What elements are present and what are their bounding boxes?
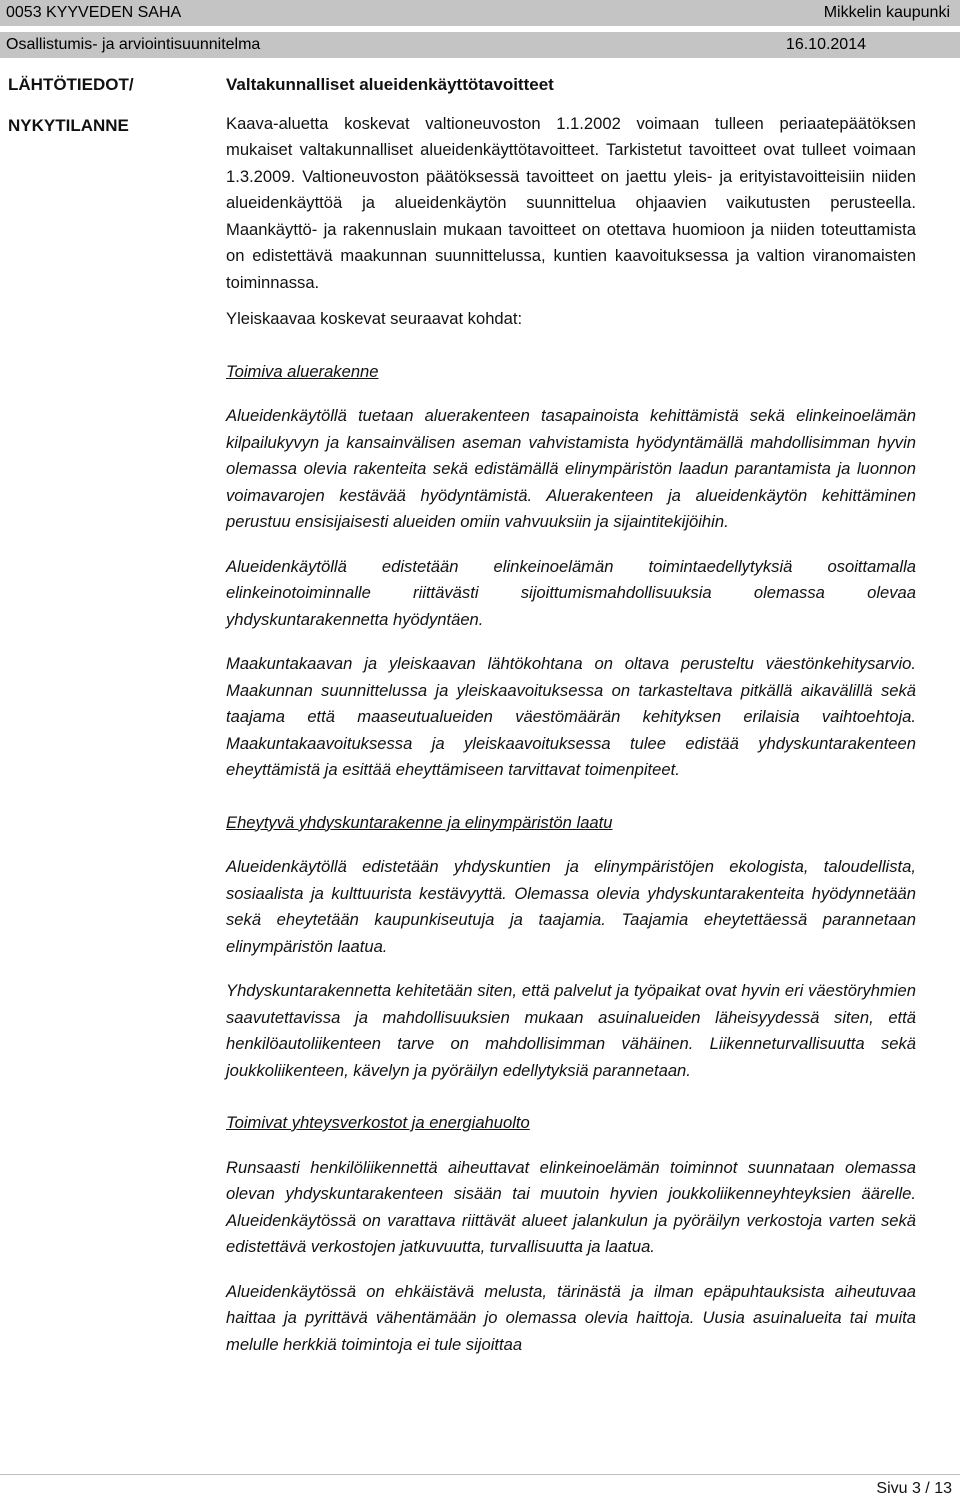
main-content [226,72,916,1358]
section-heading: Valtakunnalliset alueidenkäyttötavoitteet [226,75,554,94]
subsection-title-toimiva-aluerakenne: Toimiva aluerakenne [226,361,379,381]
document-date: 16.10.2014 [785,36,866,53]
page-header [0,0,960,60]
sidebar-label-lahtotiedot: LÄHTÖTIEDOT/ [8,75,134,94]
project-name: 0053 KYYVEDEN SAHA [6,4,182,21]
subsection-title-eheytyva: Eheytyvä yhdyskuntarakenne ja elinympäristön laatu [226,812,613,832]
paragraph-s2-p1: Alueidenkäytöllä edistetään yhdyskuntien ja elinympäristöjen ekologista, taloudellista, sosiaalista ja kulttuurista kestävyyttä. Olemassa olevia yhdyskuntarakenteita hyödynnetään sekä eheytetään kaupunkiseutuja ja taajamia. Taajamia eheytettäessä parannetaan elinympäristön laatua. [226,857,916,956]
organization-name: Mikkelin kaupunki [823,4,950,21]
page-number: Sivu 3 / 13 [876,1480,952,1497]
paragraph-intro-objectives: Kaava-aluetta koskevat valtioneuvoston 1.1.2002 voimaan tulleen periaatepäätöksen mukaiset valtakunnalliset alueidenkäyttötavoitteet. Tarkistetut tavoitteet ovat tulleet voimaan 1.3.2009. Valtioneuvoston päätöksessä tavoitteet on jaettu yleis- ja erityistavoitteisiin niiden alueidenkäyttöä ja alueidenkäytön suunnittelua ohjaavien vaikutusten perusteella. Maankäyttö- ja rakennuslain mukaan tavoitteet on otettava huomioon ja niiden toteuttamista on edistettävä maakunnan suunnittelussa, kuntien kaavoituksessa ja valtion viranomaisten toiminnassa. [226,113,916,292]
document-title: Osallistumis- ja arviointisuunnitelma [6,36,261,53]
paragraph-s1-p2: Alueidenkäytöllä edistetään elinkeinoelämän toimintaedellytyksiä osoittamalla elinkeinotoiminnalle riittävästi sijoittumismahdollisuuksia olemassa olevaa yhdyskuntarakennetta hyödyntäen. [226,556,916,629]
footer-divider [0,1474,960,1475]
header-row-top [0,0,960,26]
paragraph-s1-p3: Maakuntakaavan ja yleiskaavan lähtökohtana on oltava perusteltu väestönkehitysarvio. Maakunnan suunnittelussa ja yleiskaavoituksessa on tarkasteltava pitkällä aikavälillä sekä taajama että maaseutualueiden väestömäärän kehityksen erilaisia vaihtoehtoja. Maakuntakaavoituksessa ja yleiskaavoituksessa tulee edistää yhdyskuntarakenteen eheyttämistä ja esittää eheyttämiseen tarvittavat toimenpiteet. [226,654,916,779]
header-row-bottom [0,32,960,58]
paragraph-s3-p2: Alueidenkäytössä on ehkäistävä melusta, tärinästä ja ilman epäpuhtauksista aiheutuvaa haittaa ja pyrittävä vähentämään jo olemassa olevia haittoja. Uusia asuinalueita tai muita melulle herkkiä toimintoja ei tule sijoittaa [226,1281,916,1354]
sidebar-label-nykytilanne: NYKYTILANNE [8,116,129,135]
paragraph-s3-p1: Runsaasti henkilöliikennettä aiheuttavat elinkeinoelämän toiminnot suunnataan olemassa olevan yhdyskuntarakenteen sisään tai muutoin hyvien joukkoliikenneyhteyksien äärelle. Alueidenkäytössä on varattava riittävät alueet jalankulun ja pyöräilyn verkostoja varten sekä edistettävä verkostojen jatkuvuutta, turvallisuutta ja laatua. [226,1157,916,1256]
paragraph-s2-p2: Yhdyskuntarakennetta kehitetään siten, että palvelut ja työpaikat ovat hyvin eri väestöryhmien saavutettavissa ja mahdollisuuksien mukaan asuinalueiden läheisyydessä siten, että henkilöautoliikenteen tarve on mahdollisimman vähäinen. Liikenneturvallisuutta sekä joukkoliikenteen, kävelyn ja pyöräilyn edellytyksiä parannetaan. [226,981,916,1080]
paragraph-list-intro: Yleiskaavaa koskevat seuraavat kohdat: [226,309,523,328]
paragraph-s1-p1: Alueidenkäytöllä tuetaan aluerakenteen tasapainoista kehittämistä sekä elinkeinoelämän kilpailukyvyn ja kansainvälisen aseman vahvistamista hyödyntämällä mahdollisimman hyvin olemassa olevia rakenteita sekä edistämällä elinympäristön laadun parantamista ja luonnon voimavarojen kestävää hyödyntämistä. Aluerakenteen ja alueidenkäytön kehittäminen perustuu ensisijaisesti alueiden omiin vahvuuksiin ja sijaintitekijöihin. [226,406,916,531]
subsection-title-yhteysverkostot: Toimivat yhteysverkostot ja energiahuolto [226,1113,530,1132]
